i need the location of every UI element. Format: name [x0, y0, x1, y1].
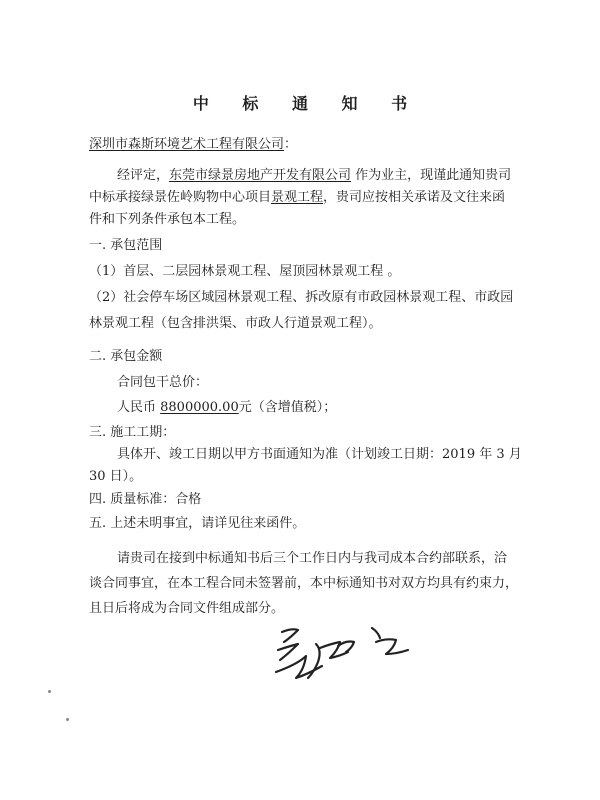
section3-heading: 三. 施工工期： — [89, 425, 176, 440]
contract-amount-line — [117, 400, 336, 416]
section1-item1: （1）首层、二层园林景观工程、屋顶园林景观工程 。 — [89, 264, 401, 279]
closing-line-2: 谈合同事宜，在本工程合同未签署前，本中标通知书对双方均具有约束力， — [89, 576, 519, 591]
intro-text: ，贵司应按相关承诺及文往来函 — [323, 190, 506, 205]
section1-item2-line2: 林景观工程（包含排洪渠、市政人行道景观工程）。 — [89, 316, 382, 331]
amount-prefix: 人民币 — [117, 400, 161, 415]
section4-heading: 四. 质量标准：合格 — [89, 492, 202, 507]
intro-line-2 — [89, 190, 505, 206]
intro-line-3: 件和下列条件承包本工程。 — [89, 212, 246, 227]
section3-line2: 30 日）。 — [89, 469, 143, 484]
owner-name: 东莞市绿景房地产开发有限公司 — [169, 168, 352, 183]
contract-price-label: 合同包干总价： — [117, 375, 209, 390]
closing-line-1: 请贵司在接到中标通知书后三个工作日内与我司成本合约部联系，洽 — [117, 551, 508, 566]
intro-text: 经评定， — [117, 168, 170, 183]
scan-speck — [66, 718, 69, 721]
recipient-name: 深圳市森斯环境艺术工程有限公司 — [89, 137, 285, 152]
recipient-colon: ： — [284, 137, 298, 152]
amount-suffix: 元（含增值税）； — [238, 400, 337, 415]
section2-heading: 二. 承包金额 — [89, 349, 163, 364]
recipient-line — [89, 137, 297, 153]
project-name: 景观工程 — [271, 190, 324, 205]
closing-line-3: 且日后将成为合同文件组成部分。 — [89, 601, 285, 616]
section1-item2-line1: （2）社会停车场区域园林景观工程、拆改原有市政园林景观工程、市政园 — [89, 290, 514, 305]
intro-line-1 — [117, 168, 511, 184]
scan-speck — [48, 690, 51, 693]
section5-heading: 五. 上述未明事宜，请详见往来函件。 — [89, 516, 306, 531]
intro-text: 中标承接绿景佐岭购物中心项目 — [89, 190, 272, 205]
section3-line1: 具体开、竣工日期以甲方书面通知为准（计划竣工日期：2019 年 3 月 — [117, 447, 522, 462]
handwritten-signature — [268, 620, 418, 690]
section1-heading: 一. 承包范围 — [89, 238, 163, 253]
contract-amount: 8800000.00 — [160, 400, 239, 415]
intro-text: 作为业主，现谨此通知贵司 — [351, 168, 512, 183]
document-title: 中 标 通 知 书 — [192, 94, 422, 113]
